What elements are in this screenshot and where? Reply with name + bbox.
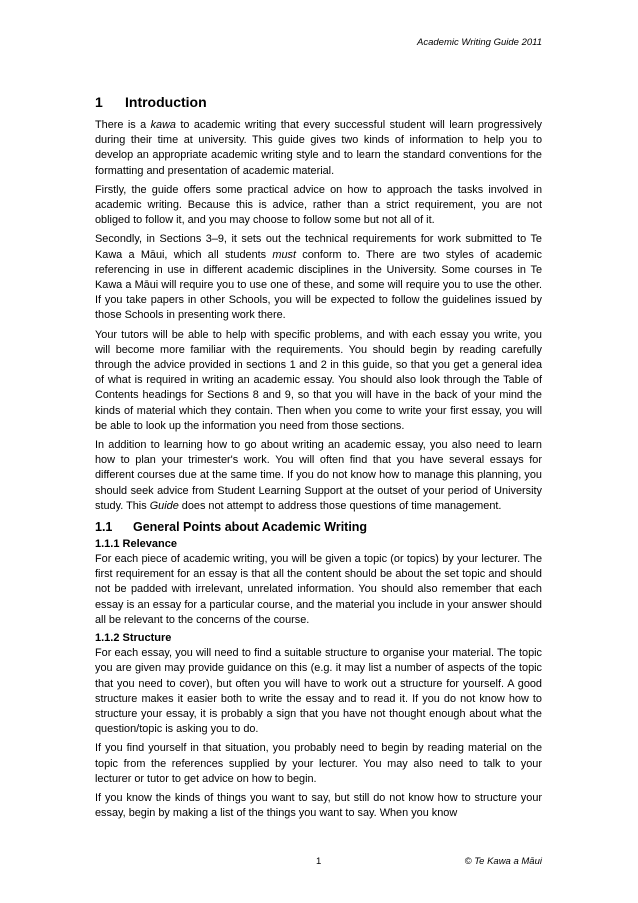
section-1-paragraphs [95,118,542,514]
section-1-heading [95,94,542,110]
section-1-1-1-heading: 1.1.1 Relevance [95,538,177,551]
emphasis-text: Guide [149,499,179,512]
text-run: Your tutors will be able to help with specific problems, and with each essay you write, you will become more familiar with the requirements. You should begin by reading carefully through the advice provided in sections 1 and 2 in this guide, so that you get a general idea of what is required in writing an academic essay. You should also look through the Table of Contents headings for Sections 8 and 9, so that you will have in the back of your mind the kinds of material which they contain. Then when you come to write your first essay, you will be able to look up the information you need from those sections. [95,328,542,432]
text-run: does not attempt to address those questions of time management. [178,499,502,512]
text-run: If you find yourself in that situation, you probably need to begin by reading material on the topic from the references supplied by your lecturer. You may also need to talk to your lecturer or tutor to get advice on how to begin. [95,742,542,785]
text-run: Secondly, in Sections 3–9, it sets out the technical requirements for work submitted to Te Kawa a Māui, which all students [95,233,542,261]
section-1-1-2-heading: 1.1.2 Structure [95,632,172,645]
text-run: There is a [95,119,151,131]
subsection-number: 1.1 [95,520,113,535]
footer-copyright: © Te Kawa a Māui [464,856,542,867]
subsection-title: General Points about Academic Writing [133,520,368,535]
emphasis-text: must [272,248,296,261]
paragraph [95,183,542,229]
paragraph [95,646,542,737]
text-run: conform to. There are two styles of academic referencing in use in different academic disciplines in the University. Some courses in Te Kawa a Māui will require you to use one of these, and some will require you to use the other. If you take papers in other Schools, you will be expected to follow the guidelines issued by those Schools in presenting work there. [95,248,542,322]
section-number: 1 [95,94,103,110]
page-number: 1 [316,856,322,867]
paragraph [95,328,542,434]
paragraph [95,232,542,323]
section-1-1-heading [95,520,542,534]
paragraph [95,791,542,821]
paragraph [95,118,542,179]
paragraph [95,741,542,787]
text-run: In addition to learning how to go about writing an academic essay, you also need to learn how to plan your trimester's work. You will often find that you have several essays for different courses due at the same time. If you do not know how to manage this planning, you should seek advice from Student Learning Support at the outset of your period of University study. This [95,439,542,512]
text-run: Firstly, the guide offers some practical advice on how to approach the tasks involved in academic writing. Because this is advice, rather than a strict requirement, you are not obliged to follow it, and you may choose to follow some but not all of it. [95,183,542,227]
emphasis-text: kawa [150,119,176,131]
text-run: to academic writing that every successful student will learn progressively during their time at university. This guide gives two kinds of information to help you to develop an appropriate academic writing style and to learn the standard conventions for the formatting and presentation of academic material. [95,119,542,177]
paragraph [95,552,542,628]
text-run: For each essay, you will need to find a suitable structure to organise your material. The topic you are given may provide guidance on this (e.g. it may list a number of aspects of the topic that you need to cover), but often you will have to work out a structure for yourself. A good structure makes it easier both to write the essay and to read it. If you do not know how to structure your essay, it is probably a sign that you have not thought enough about what the question/topic is asking you to do. [95,647,542,736]
paragraph [95,438,542,514]
text-run: For each piece of academic writing, you will be given a topic (or topics) by your lecturer. The first requirement for an essay is that all the content should be about the set topic and should not be padded with irrelevant, unrelated information. You should also remember that each essay is an essay for a particular course, and the material you include in your answer should all be relevant to the concerns of the course. [95,553,542,626]
section-1-1-1-paragraphs [95,552,542,628]
section-title: Introduction [125,94,207,110]
section-1-1-2-paragraphs [95,646,542,821]
running-header: Academic Writing Guide 2011 [417,37,542,48]
text-run: If you know the kinds of things you want to say, but still do not know how to structure your essay, begin by making a list of the things you want to say. When you know [95,791,542,820]
document-body [95,94,542,825]
